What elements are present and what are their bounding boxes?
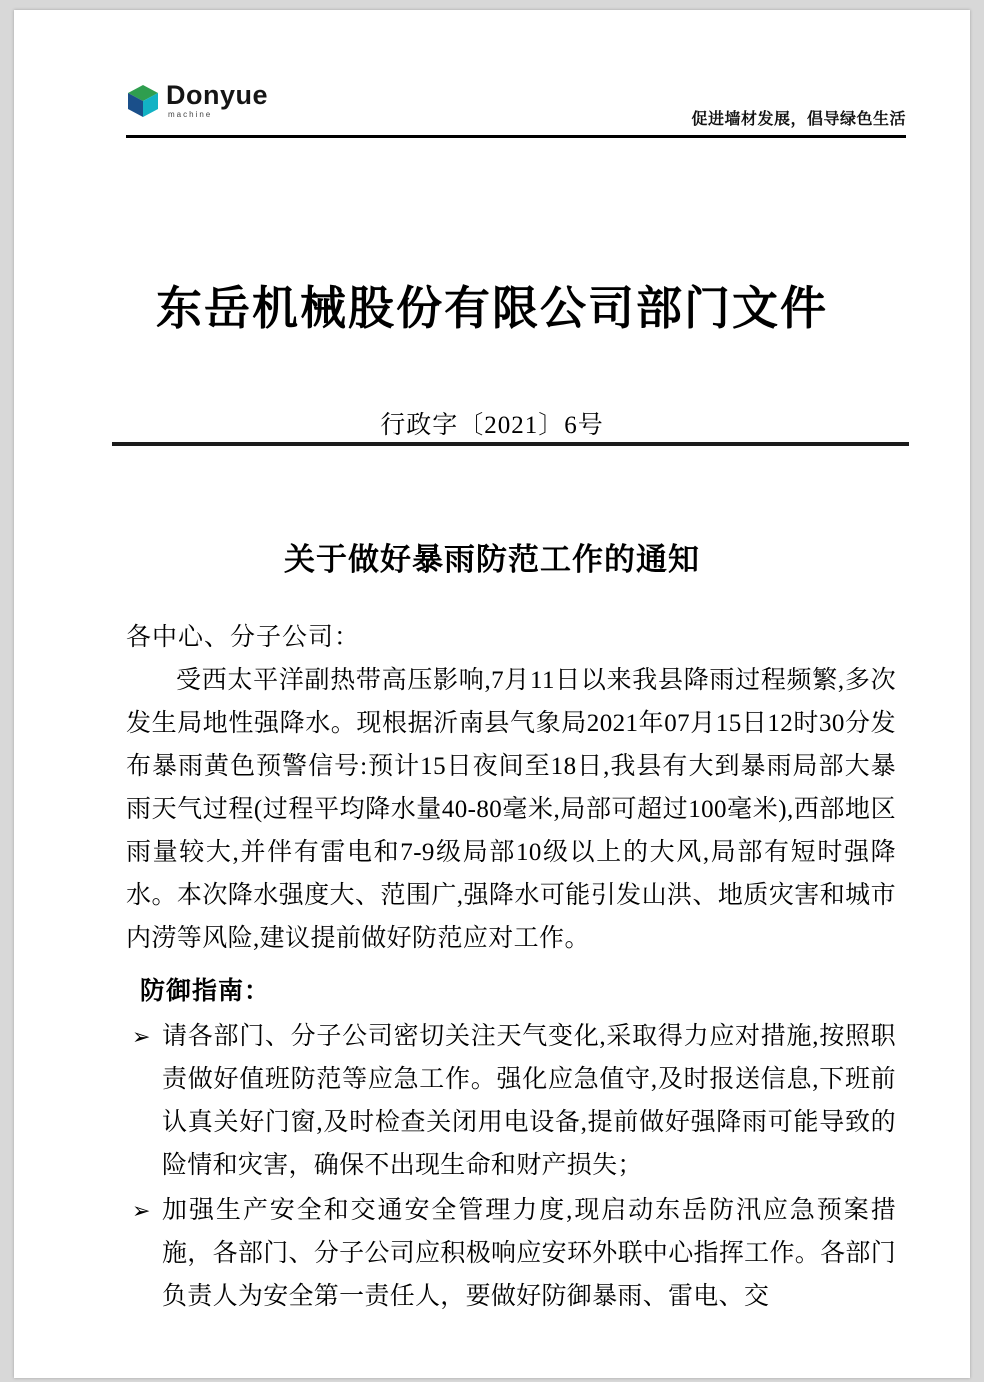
document-subject: 关于做好暴雨防范工作的通知 xyxy=(284,542,700,577)
company-slogan: 促进墙材发展，倡导绿色生活 xyxy=(691,111,906,128)
logo-name: Donyue xyxy=(166,80,269,110)
letterhead-divider xyxy=(126,135,906,138)
guide-heading: 防御指南： xyxy=(140,978,271,1005)
arrow-bullet-icon: ➢ xyxy=(132,1024,151,1049)
guide-bullet-list xyxy=(126,1015,896,1318)
list-item-text: 加强生产安全和交通安全管理力度,现启动东岳防汛应急预案措施，各部门、分子公司应积极响应安环外联中心指挥工作。各部门负责人为安全第一责任人，要做好防御暴雨、雷电、交 xyxy=(162,1197,896,1310)
body-paragraph-1: 受西太平洋副热带高压影响,7月11日以来我县降雨过程频繁,多次发生局地性强降水。现根据沂南县气象局2021年07月15日12时30分发布暴雨黄色预警信号:预计15日夜间至18日,我县有大到暴雨局部大暴雨天气过程(过程平均降水量40-80毫米,局部可超过100毫米),西部地区雨量较大,并伴有雷电和7-9级局部10级以上的大风,局部有短时强降水。本次降水强度大、范围广,强降水可能引发山洪、地质灾害和城市内涝等风险,建议提前做好防范应对工作。 xyxy=(126,667,896,952)
title-divider xyxy=(112,442,909,446)
cube-logo-icon xyxy=(126,84,160,118)
arrow-bullet-icon: ➢ xyxy=(132,1198,151,1223)
list-item-text: 请各部门、分子公司密切关注天气变化,采取得力应对措施,按照职责做好值班防范等应急工作。强化应急值守,及时报送信息,下班前认真关好门窗,及时检查关闭用电设备,提前做好强降雨可能导致的险情和灾害，确保不出现生命和财产损失； xyxy=(162,1023,896,1179)
company-logo xyxy=(126,82,268,119)
salutation: 各中心、分子公司： xyxy=(126,624,361,651)
list-item xyxy=(126,1189,896,1318)
document-body xyxy=(126,616,896,1318)
document-number: 行政字〔2021〕6号 xyxy=(380,412,604,439)
document-title: 东岳机械股份有限公司部门文件 xyxy=(156,283,828,334)
list-item xyxy=(126,1015,896,1187)
document-content xyxy=(14,10,970,1378)
logo-subtitle: machine xyxy=(168,110,213,119)
document-page xyxy=(14,10,970,1378)
logo-wordmark xyxy=(166,82,268,119)
